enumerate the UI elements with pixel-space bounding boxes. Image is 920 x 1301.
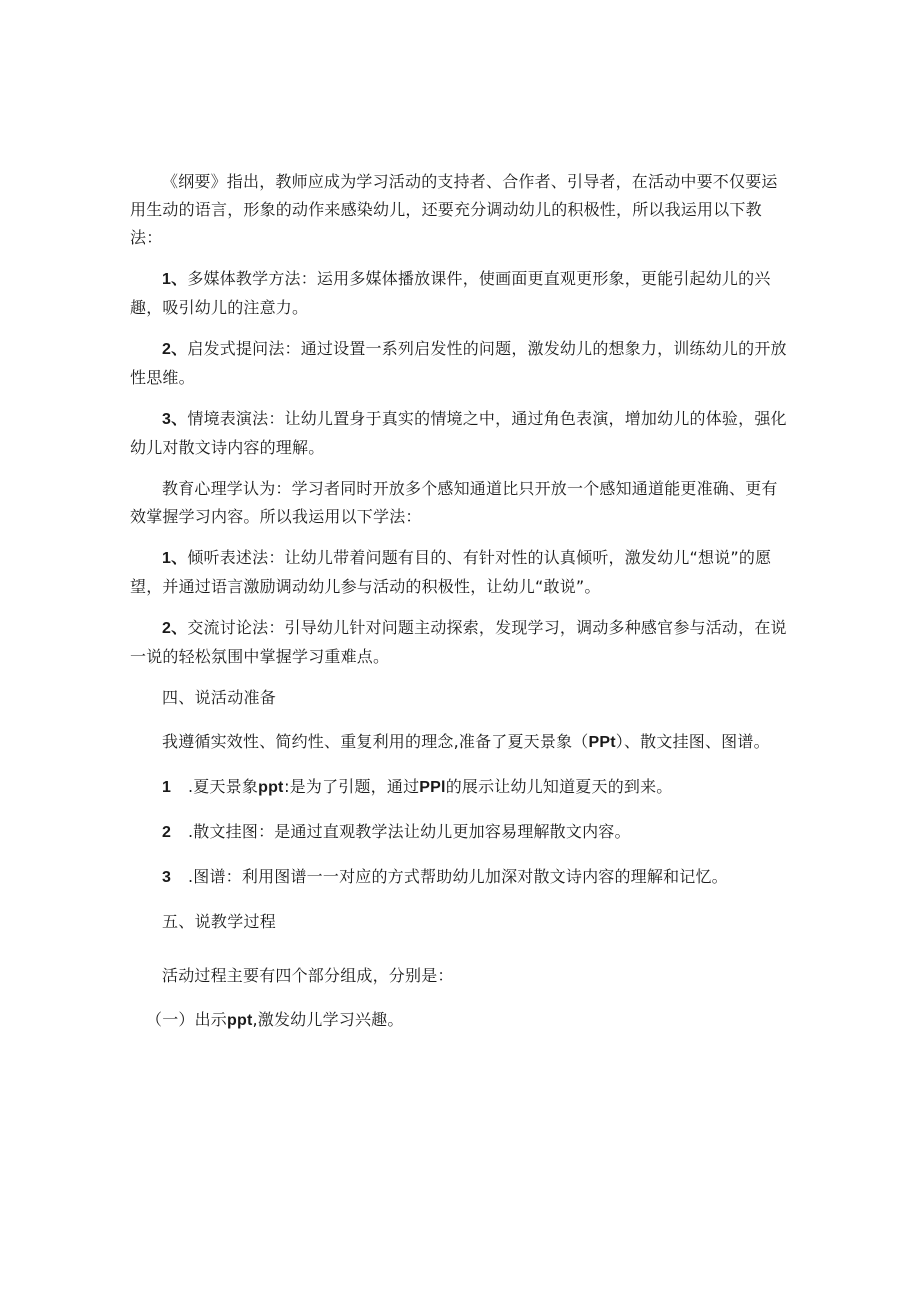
list-number: 1 [162, 779, 172, 796]
section-heading-teaching-process: 五、说教学过程 [162, 912, 277, 931]
step-label: （一）出示 [146, 1010, 228, 1029]
step-text-bold: ppt [227, 1012, 253, 1029]
list-item-text: :是为了引题，通过 [284, 777, 420, 796]
step-text: ,激发幼儿学习兴趣。 [252, 1010, 404, 1029]
paragraph-prep-intro [130, 728, 790, 757]
list-item-prep-diagram [130, 863, 790, 892]
process-step-1 [130, 1006, 790, 1035]
list-item-text: .图谱：利用图谱一一对应的方式帮助幼儿加深对散文诗内容的理解和记忆。 [188, 867, 728, 886]
list-item-listening-method [130, 544, 790, 601]
section-heading-activity-prep: 四、说活动准备 [162, 688, 277, 707]
paragraph-text: ）、散文挂图、图谱。 [615, 732, 770, 751]
paragraph-text: 《纲要》指出，教师应成为学习活动的支持者、合作者、引导者，在活动中要不仅要运用生动的语言，形象的动作来感染幼儿，还要充分调动幼儿的积极性，所以我运用以下教法： [130, 172, 778, 247]
list-separator: 、 [171, 411, 188, 428]
list-separator: 、 [171, 341, 188, 358]
list-item-text-bold: ppt [258, 779, 284, 796]
list-item-text: .散文挂图：是通过直观教学法让幼儿更加容易理解散文内容。 [188, 822, 631, 841]
list-item-multimedia-method [130, 265, 790, 322]
list-item-text: 的展示让幼儿知道夏天的到来。 [445, 777, 673, 796]
list-item-text: 倾听表述法：让幼儿带着问题有目的、有针对性的认真倾听，激发幼儿“想说”的愿望，并通过语言激励调动幼儿参与活动的积极性，让幼儿“敢说”。 [130, 548, 772, 596]
list-item-text-bold: PPl [419, 779, 446, 796]
paragraph-process-intro: 活动过程主要有四个部分组成，分别是： [162, 966, 454, 985]
list-item-prep-wallchart [130, 818, 790, 847]
paragraph-text: 我遵循实效性、简约性、重复利用的理念,准备了夏天景象（ [162, 732, 589, 751]
paragraph-teaching-methods-intro [130, 168, 790, 252]
list-item-text: 情境表演法：让幼儿置身于真实的情境之中，通过角色表演，增加幼儿的体验，强化幼儿对散文诗内容的理解。 [130, 409, 787, 457]
list-item-text: 多媒体教学方法：运用多媒体播放课件，使画面更直观更形象，更能引起幼儿的兴趣，吸引幼儿的注意力。 [130, 269, 771, 317]
list-number: 1 [162, 271, 172, 288]
list-item-heuristic-method [130, 335, 790, 392]
list-separator: 、 [171, 620, 188, 637]
list-item-text: .夏天景象 [188, 777, 259, 796]
list-number: 3 [162, 869, 172, 886]
list-separator: 、 [171, 550, 188, 567]
document-body [130, 168, 790, 1035]
paragraph-learning-methods-intro [130, 475, 790, 531]
list-item-text: 启发式提问法：通过设置一系列启发性的问题，激发幼儿的想象力，训练幼儿的开放性思维。 [130, 339, 787, 387]
list-item-prep-ppt [130, 773, 790, 802]
list-item-situational-method [130, 405, 790, 462]
list-item-discussion-method [130, 614, 790, 671]
list-number: 3 [162, 411, 172, 428]
list-number: 2 [162, 341, 172, 358]
list-number: 2 [162, 620, 172, 637]
paragraph-text: 教育心理学认为：学习者同时开放多个感知通道比只开放一个感知通道能更准确、更有效掌握学习内容。所以我运用以下学法： [130, 479, 778, 526]
list-item-text: 交流讨论法：引导幼儿针对问题主动探索，发现学习，调动多种感官参与活动，在说一说的轻松氛围中掌握学习重难点。 [130, 618, 787, 666]
paragraph-text-bold: PPt [588, 734, 616, 751]
list-separator: 、 [171, 271, 188, 288]
list-number: 2 [162, 824, 172, 841]
list-number: 1 [162, 550, 172, 567]
